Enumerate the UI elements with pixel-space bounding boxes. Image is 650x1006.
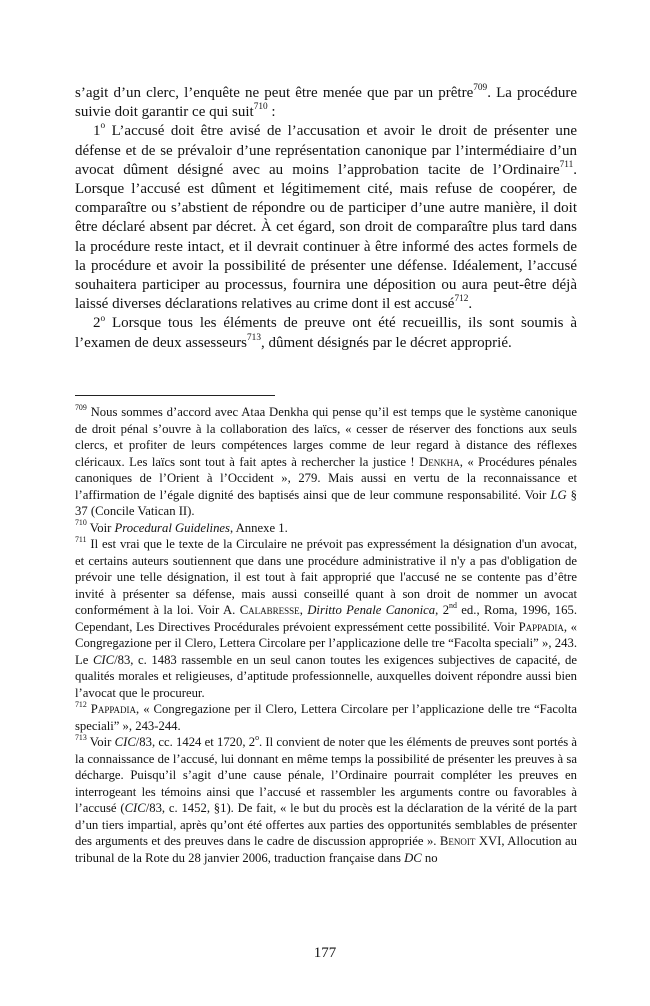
paragraph-point-1: 1$^o$ L’accusé doit être avisé de l’accusation et avoir le droit de présenter une défense et de se prévaloir d’une représentation canonique par l’intermédiaire d’un avocat dûment désigné avec au moins l’approbation tacite de l’Ordinaire$^{711}$. Lorsque l’accusé est dûment et légitimement cité, mais refuse de coopérer, de comparaître ou s’abstient de répondre ou de participer d’une autre manière, il doit être déclaré absent par décret. À cet égard, son droit de comparaître plus tard dans la procédure reste intact, et il devrait continuer à être informé des actes formels de la procédure et avoir la possibilité de présenter une défense. Idéalement, l’accusé souhaitera participer au processus, fournira une déposition ou aura peut-être déjà laissé diverses déclarations relatives au crime dont il est accusé$^{712}$. [75,121,577,313]
footnote-ref: 711 [559,159,574,170]
paragraph-point-2: 2$^o$ Lorsque tous les éléments de preuve ont été recueillis, ils sont soumis à l’examen de deux assesseurs$^{713}$, dûment désignés par le décret approprié. [75,313,577,351]
footnote-ref: 709 [473,83,488,94]
footnotes [75,404,577,866]
paragraph-continuation: s’agit d’un clerc, l’enquête ne peut être menée que par un prêtre$^{709}$. La procédure suivie doit garantir ce qui suit$^{710}$ : [75,83,577,121]
footnote-ref: 712 [454,294,469,305]
main-text [75,84,577,353]
footnote-ref: 710 [253,102,268,113]
page-number: 177 [313,945,337,961]
footnote-separator [75,395,275,396]
footnote-711: $^{711}$ Il est vrai que le texte de la Circulaire ne prévoit pas expressément la désignation d'un avocat, et certains auteurs soutiennent que dans une procédure administrative il n'y a pas d'obligation de prévoir une telle désignation, il est tout à fait approprié que l'accusé ne se contente pas d’être invité à présenter sa défense, mais aussi conseillé quant à son droit de nommer un avocat conformément à la loi. Voir A. Calabresse, Diritto Penale Canonica, 2nd ed., Roma, 1996, 165. Cependant, Les Directives Procédurales prévoient expressément cette possibilité. Voir Pappadia, « Congregazione per il Clero, Lettera Circolare per l’applicazione delle tre “Facolta speciali” », 243. Le CIC/83, c. 1483 rassemble en un seul canon toutes les exigences subjectives de capacité, de qualités morales et religieuses, d’aptitude professionnelle, auxquelles doivent répondre aussi bien l’avocat que le procureur. [75,534,578,700]
footnote-709: $^{709}$ Nous sommes d’accord avec Ataa Denkha qui pense qu’il est temps que le système canonique de droit pénal s’ouvre à la collaboration des laïcs, « cesser de réserver des fonctions aux seuls clercs, et profiter de leurs compétences larges comme de leur regard à distance des réflexes cléricaux. Les laïcs sont tout à fait aptes à rechercher la justice ! Denkha, « Procédures pénales canoniques de l’Orient à l’Occident », 279. Mais aussi en vertu de la reconnaissance et l’affirmation de l’égale dignité des baptisés ainsi que de leur commune responsabilité. Voir LG § 37 (Concile Vatican II). [75,402,578,518]
footnote-ref: 713 [247,332,261,343]
footnote-712: $^{712}$ Pappadia, « Congregazione per il Clero, Lettera Circolare per l’applicazione delle tre “Facolta speciali” », 243-244. [75,699,578,733]
footnote-713: $^{713}$ Voir CIC/83, cc. 1424 et 1720, 2$^o$. Il convient de noter que les éléments de preuves sont portés à la connaissance de l’accusé, lui donnant en même temps la possibilité de présenter les preuves à sa décharge. Puisqu’il s’agit d’une cause pénale, l’Ordinaire pourrait compléter les preuves en interrogeant les témoins ainsi que l’accusé et rassembler les arguments contre ou favorables à l’accusé (CIC/83, c. 1452, §1). De fait, « le but du procès est la déclaration de la vérité de la part d’un tiers impartial, après qu’ont été offertes aux parties des opportunités semblables de présenter des arguments et des preuves dans le cadre de discussion appropriée ». Benoit XVI, Allocution au tribunal de la Rote du 28 janvier 2006, traduction française dans DC no [75,732,578,865]
footnote-710: $^{710}$ Voir Procedural Guidelines, Annexe 1. [75,518,288,535]
